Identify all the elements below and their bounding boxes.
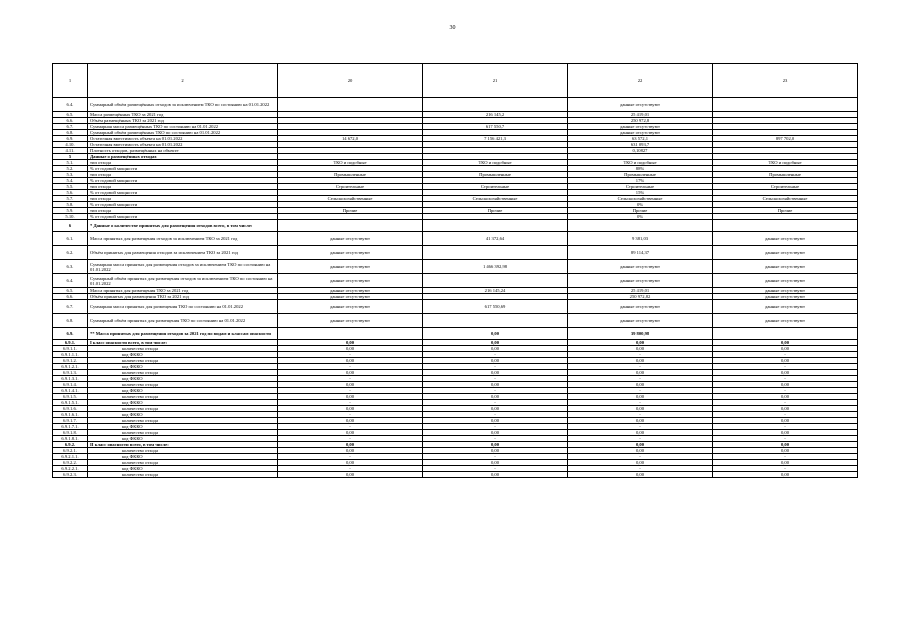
value-cell-col22: 0,00 xyxy=(568,472,713,478)
table-row xyxy=(53,98,858,112)
value-cell-col20 xyxy=(278,328,423,340)
row-number-cell: 6.9. xyxy=(53,328,88,340)
value-cell-col21: 0,00 xyxy=(423,418,568,424)
value-cell-col22: 0,00 xyxy=(568,418,713,424)
row-label-cell: Масса размещённых ТКО за 2021 год xyxy=(88,112,278,118)
value-cell-col20: данные отсутствуют xyxy=(278,246,423,260)
header-cell: 2 xyxy=(88,64,278,98)
row-number-cell: 6.9.1.2.1. xyxy=(53,364,88,370)
value-cell-col23: 0,00 xyxy=(713,442,858,448)
row-label-cell: Суммарная масса принятых для размещения отходов за исключением ТКО по состоянию на 01.01.2022 xyxy=(88,260,278,274)
value-cell-col21 xyxy=(423,246,568,260)
row-label-cell: код ФККО xyxy=(88,352,278,358)
value-cell-col20: - xyxy=(278,436,423,442)
row-label-cell: Суммарная масса размещённых ТКО по состоянию на 01.01.2022 xyxy=(88,124,278,130)
row-label-cell: Суммарная масса принятых для размещения ТКО по состоянию на 01.01.2022 xyxy=(88,300,278,314)
table-row xyxy=(53,260,858,274)
value-cell-col23: 0,00 xyxy=(713,370,858,376)
row-label-cell: % от годовой мощности xyxy=(88,178,278,184)
header-cell: 21 xyxy=(423,64,568,98)
value-cell-col23: данные отсутствуют xyxy=(713,300,858,314)
value-cell-col22: данные отсутствуют xyxy=(568,314,713,328)
row-label-cell: количество отхода xyxy=(88,394,278,400)
row-label-cell: Остаточная вместимость объекта на 01.01.2022 xyxy=(88,136,278,142)
value-cell-col20: 0,00 xyxy=(278,448,423,454)
value-cell-col21: Прочие xyxy=(423,208,568,214)
value-cell-col21: 41 372,64 xyxy=(423,232,568,246)
value-cell-col23: 0,00 xyxy=(713,448,858,454)
value-cell-col23: 0,00 xyxy=(713,346,858,352)
value-cell-col20: данные отсутствуют xyxy=(278,274,423,288)
value-cell-col21: - xyxy=(423,364,568,370)
value-cell-col22 xyxy=(568,220,713,232)
row-label-cell: тип отхода xyxy=(88,208,278,214)
value-cell-col22: - xyxy=(568,364,713,370)
value-cell-col21: 0,00 xyxy=(423,448,568,454)
value-cell-col23: данные отсутствуют xyxy=(713,294,858,300)
value-cell-col23: данные отсутствуют xyxy=(713,246,858,260)
value-cell-col23: - xyxy=(713,364,858,370)
value-cell-col22: Промышленные xyxy=(568,172,713,178)
row-label-cell: Масса принятых для размещения ТКО за 2021 год xyxy=(88,288,278,294)
value-cell-col21: - xyxy=(423,436,568,442)
row-label-cell: код ФККО xyxy=(88,412,278,418)
value-cell-col22: данные отсутствуют xyxy=(568,274,713,288)
value-cell-col20: данные отсутствуют xyxy=(278,314,423,328)
value-cell-col23: Прочие xyxy=(713,208,858,214)
value-cell-col20: - xyxy=(278,352,423,358)
row-number-cell: 6.9.1.1. xyxy=(53,346,88,352)
row-number-cell: 6.9.1.5.1. xyxy=(53,400,88,406)
value-cell-col20 xyxy=(278,98,423,112)
value-cell-col21: - xyxy=(423,412,568,418)
value-cell-col20: 0,00 xyxy=(278,430,423,436)
row-label-cell: I класс опасности всего, в том числе: xyxy=(88,340,278,346)
row-number-cell: 6.5. xyxy=(53,112,88,118)
value-cell-col20: ТКО и подобные xyxy=(278,160,423,166)
value-cell-col21: 0,00 xyxy=(423,406,568,412)
value-cell-col22: 0,00 xyxy=(568,340,713,346)
value-cell-col23: - xyxy=(713,352,858,358)
header-cell: 23 xyxy=(713,64,858,98)
value-cell-col20: 0,00 xyxy=(278,382,423,388)
value-cell-col23: данные отсутствуют xyxy=(713,288,858,294)
value-cell-col20: Сельскохозяйственные xyxy=(278,196,423,202)
value-cell-col22: 0,00 xyxy=(568,448,713,454)
value-cell-col21: Промышленные xyxy=(423,172,568,178)
row-number-cell: 5.9. xyxy=(53,208,88,214)
value-cell-col21: - xyxy=(423,424,568,430)
value-cell-col20: данные отсутствуют xyxy=(278,300,423,314)
value-cell-col23: 0,00 xyxy=(713,472,858,478)
table-row xyxy=(53,472,858,478)
row-label-cell: Плотность отходов, размещённых на объекте xyxy=(88,148,278,154)
row-label-cell: код ФККО xyxy=(88,376,278,382)
row-number-cell: 6.3. xyxy=(53,260,88,274)
value-cell-col21: - xyxy=(423,400,568,406)
value-cell-col21: 0,00 xyxy=(423,340,568,346)
header-cell: 22 xyxy=(568,64,713,98)
value-cell-col22: 631 093,7 xyxy=(568,142,713,148)
value-cell-col20: - xyxy=(278,412,423,418)
row-label-cell: Объём размещённых ТКО за 2021 год xyxy=(88,118,278,124)
value-cell-col21: 1 466 392,98 xyxy=(423,260,568,274)
value-cell-col23: - xyxy=(713,412,858,418)
row-number-cell: 6.9.1.3.1. xyxy=(53,376,88,382)
value-cell-col21: - xyxy=(423,376,568,382)
row-number-cell: 6.4. xyxy=(53,98,88,112)
value-cell-col20: 0,00 xyxy=(278,370,423,376)
row-label-cell: код ФККО xyxy=(88,364,278,370)
row-label-cell: код ФККО xyxy=(88,424,278,430)
row-label-cell: ** Масса принятых для размещения отходов за 2021 год по видам и классам опасности xyxy=(88,328,278,340)
value-cell-col21: 7 156 421,3 xyxy=(423,136,568,142)
row-number-cell: 6.5. xyxy=(53,288,88,294)
value-cell-col23: 897 702,0 xyxy=(713,136,858,142)
value-cell-col22: 9 381,03 xyxy=(568,232,713,246)
value-cell-col23: 0,00 xyxy=(713,394,858,400)
value-cell-col23: Промышленные xyxy=(713,172,858,178)
value-cell-col21: 0,00 xyxy=(423,358,568,364)
value-cell-col22: - xyxy=(568,388,713,394)
value-cell-col22: 0% xyxy=(568,214,713,220)
value-cell-col21: 0,00 xyxy=(423,370,568,376)
value-cell-col22: 0,00 xyxy=(568,442,713,448)
value-cell-col22: 88% xyxy=(568,166,713,172)
value-cell-col21 xyxy=(423,314,568,328)
value-cell-col22: 0,00 xyxy=(568,394,713,400)
value-cell-col20: 0,00 xyxy=(278,418,423,424)
value-cell-col20: 0,00 xyxy=(278,442,423,448)
value-cell-col20: - xyxy=(278,376,423,382)
value-cell-col23: - xyxy=(713,466,858,472)
value-cell-col22: 0,00 xyxy=(568,346,713,352)
row-number-cell: 6.8. xyxy=(53,314,88,328)
row-label-cell: количество отхода xyxy=(88,382,278,388)
value-cell-col20: 0,00 xyxy=(278,346,423,352)
row-number-cell: 4.11. xyxy=(53,148,88,154)
value-cell-col23: - xyxy=(713,376,858,382)
value-cell-col20: данные отсутствуют xyxy=(278,260,423,274)
row-number-cell: 4.10. xyxy=(53,142,88,148)
row-number-cell: 6.9.2.2.1. xyxy=(53,466,88,472)
value-cell-col20: - xyxy=(278,454,423,460)
value-cell-col22: - xyxy=(568,454,713,460)
row-number-cell: 6.9.1. xyxy=(53,340,88,346)
row-number-cell: 6.9.2. xyxy=(53,442,88,448)
value-cell-col23: данные отсутствуют xyxy=(713,260,858,274)
value-cell-col20: 0,00 xyxy=(278,358,423,364)
row-label-cell: тип отхода xyxy=(88,160,278,166)
row-number-cell: 5.3. xyxy=(53,172,88,178)
row-label-cell: код ФККО xyxy=(88,436,278,442)
value-cell-col21: 617 550,69 xyxy=(423,300,568,314)
value-cell-col22: 250 972,82 xyxy=(568,294,713,300)
row-number-cell: 5.2. xyxy=(53,166,88,172)
value-cell-col22: данные отсутствуют xyxy=(568,300,713,314)
row-label-cell: Суммарный объём принятых для размещения ТКО по состоянию на 01.01.2022 xyxy=(88,314,278,328)
value-cell-col23: 0,00 xyxy=(713,340,858,346)
value-cell-col22: - xyxy=(568,352,713,358)
value-cell-col23: Строительные xyxy=(713,184,858,190)
value-cell-col21: 0,00 xyxy=(423,442,568,448)
row-label-cell: количество отхода xyxy=(88,430,278,436)
value-cell-col22: 25 419,01 xyxy=(568,288,713,294)
value-cell-col23: данные отсутствуют xyxy=(713,274,858,288)
row-number-cell: 6.9.2.2. xyxy=(53,460,88,466)
row-label-cell: II класс опасности всего, в том числе: xyxy=(88,442,278,448)
value-cell-col21 xyxy=(423,274,568,288)
value-cell-col22: 15% xyxy=(568,190,713,196)
row-number-cell: 6.9.1.2. xyxy=(53,358,88,364)
value-cell-col23: 0,00 xyxy=(713,430,858,436)
row-number-cell: 6.7. xyxy=(53,300,88,314)
value-cell-col23: - xyxy=(713,388,858,394)
row-label-cell: Масса принятых для размещения отходов за исключением ТКО за 2021 год xyxy=(88,232,278,246)
value-cell-col22: данные отсутствуют xyxy=(568,98,713,112)
row-number-cell: 5.5. xyxy=(53,184,88,190)
value-cell-col22: - xyxy=(568,376,713,382)
value-cell-col20: - xyxy=(278,400,423,406)
row-number-cell: 6.4. xyxy=(53,274,88,288)
value-cell-col22: 0% xyxy=(568,202,713,208)
row-number-cell: 6 xyxy=(53,220,88,232)
value-cell-col22: - xyxy=(568,466,713,472)
value-cell-col23: - xyxy=(713,454,858,460)
row-label-cell: количество отхода xyxy=(88,448,278,454)
row-number-cell: 6.9.1.8. xyxy=(53,430,88,436)
value-cell-col22: - xyxy=(568,424,713,430)
value-cell-col22: 39 800,98 xyxy=(568,328,713,340)
value-cell-col22: - xyxy=(568,436,713,442)
value-cell-col20: - xyxy=(278,424,423,430)
row-number-cell: 6.9.1.4. xyxy=(53,382,88,388)
row-number-cell: 6.9.2.1. xyxy=(53,448,88,454)
value-cell-col21: Сельскохозяйственные xyxy=(423,196,568,202)
row-number-cell: 5.10. xyxy=(53,214,88,220)
value-cell-col23 xyxy=(713,328,858,340)
table-row xyxy=(53,314,858,328)
value-cell-col21: - xyxy=(423,388,568,394)
value-cell-col22: Сельскохозяйственные xyxy=(568,196,713,202)
value-cell-col21: 0,00 xyxy=(423,346,568,352)
value-cell-col23: 0,00 xyxy=(713,418,858,424)
value-cell-col20: 0,00 xyxy=(278,406,423,412)
value-cell-col21: 0,00 xyxy=(423,430,568,436)
row-label-cell: количество отхода xyxy=(88,472,278,478)
value-cell-col20: Промышленные xyxy=(278,172,423,178)
row-number-cell: 6.9.2.1.1. xyxy=(53,454,88,460)
value-cell-col20: 0,00 xyxy=(278,340,423,346)
value-cell-col20: - xyxy=(278,364,423,370)
value-cell-col20: 0,00 xyxy=(278,472,423,478)
row-number-cell: 6.9.1.1.1. xyxy=(53,352,88,358)
table-row xyxy=(53,328,858,340)
row-number-cell: 5.8. xyxy=(53,202,88,208)
row-label-cell: % от годовой мощности xyxy=(88,202,278,208)
value-cell-col21: 0,00 xyxy=(423,394,568,400)
row-number-cell: 6.9.1.6.1. xyxy=(53,412,88,418)
value-cell-col21: - xyxy=(423,454,568,460)
value-cell-col22: 0,00 xyxy=(568,430,713,436)
value-cell-col23: данные отсутствуют xyxy=(713,314,858,328)
row-label-cell: тип отхода xyxy=(88,172,278,178)
value-cell-col22: Прочие xyxy=(568,208,713,214)
row-number-cell: 5.7. xyxy=(53,196,88,202)
value-cell-col22: 0,00 xyxy=(568,406,713,412)
row-label-cell: количество отхода xyxy=(88,346,278,352)
value-cell-col22: 0,00 xyxy=(568,370,713,376)
value-cell-col22: 0,00 xyxy=(568,382,713,388)
value-cell-col22: 0,00 xyxy=(568,460,713,466)
value-cell-col23: 0,00 xyxy=(713,358,858,364)
row-number-cell: 6.8. xyxy=(53,130,88,136)
row-number-cell: 6.9.1.7. xyxy=(53,418,88,424)
value-cell-col22: 0,00 xyxy=(568,358,713,364)
table-row xyxy=(53,246,858,260)
row-label-cell: количество отхода xyxy=(88,406,278,412)
row-label-cell: Объём принятых для размещения ТКО за 2021 год xyxy=(88,294,278,300)
value-cell-col21: 216 145,2 xyxy=(423,112,568,118)
value-cell-col23: - xyxy=(713,436,858,442)
table-row xyxy=(53,232,858,246)
value-cell-col20: 0,00 xyxy=(278,460,423,466)
row-label-cell: Суммарный объём размещённых ТКО по состоянию на 01.01.2022 xyxy=(88,130,278,136)
row-number-cell: 5.6. xyxy=(53,190,88,196)
row-number-cell: 6.2. xyxy=(53,246,88,260)
row-number-cell: 6.9.1.3. xyxy=(53,370,88,376)
value-cell-col21: ТКО и подобные xyxy=(423,160,568,166)
header-cell: 20 xyxy=(278,64,423,98)
value-cell-col21: 216 145,24 xyxy=(423,288,568,294)
row-number-cell: 6.6. xyxy=(53,294,88,300)
value-cell-col21: 617 550,7 xyxy=(423,124,568,130)
value-cell-col21: - xyxy=(423,352,568,358)
row-label-cell: тип отхода xyxy=(88,196,278,202)
row-label-cell: % от годовой мощности xyxy=(88,190,278,196)
value-cell-col23: 0,00 xyxy=(713,460,858,466)
value-cell-col23: 0,00 xyxy=(713,406,858,412)
header-cell: 1 xyxy=(53,64,88,98)
waste-data-table xyxy=(52,63,858,478)
value-cell-col22: 25 419,01 xyxy=(568,112,713,118)
row-label-cell: количество отхода xyxy=(88,460,278,466)
value-cell-col20: 0,00 xyxy=(278,394,423,400)
row-number-cell: 5.1. xyxy=(53,160,88,166)
value-cell-col23 xyxy=(713,220,858,232)
row-label-cell: Данные о размещённых отходах xyxy=(88,154,278,160)
row-label-cell: количество отхода xyxy=(88,418,278,424)
value-cell-col20: данные отсутствуют xyxy=(278,294,423,300)
value-cell-col21: 0,00 xyxy=(423,472,568,478)
row-label-cell: * Данные о количестве принятых для размещения отходов всего, в том числе: xyxy=(88,220,278,232)
row-number-cell: 6.9.1.4.1. xyxy=(53,388,88,394)
value-cell-col21: Строительные xyxy=(423,184,568,190)
value-cell-col20: данные отсутствуют xyxy=(278,232,423,246)
value-cell-col22: 63 572,1 xyxy=(568,136,713,142)
table-row xyxy=(53,220,858,232)
value-cell-col21 xyxy=(423,220,568,232)
value-cell-col23: 0,00 xyxy=(713,382,858,388)
value-cell-col21 xyxy=(423,98,568,112)
value-cell-col22: 250 972,8 xyxy=(568,118,713,124)
row-label-cell: код ФККО xyxy=(88,454,278,460)
value-cell-col20: данные отсутствуют xyxy=(278,288,423,294)
value-cell-col22: данные отсутствуют xyxy=(568,260,713,274)
row-number-cell: 6.9. xyxy=(53,136,88,142)
value-cell-col22: 17% xyxy=(568,178,713,184)
row-number-cell: 6.9.1.5. xyxy=(53,394,88,400)
value-cell-col20: Строительные xyxy=(278,184,423,190)
page-number: 30 xyxy=(449,25,456,31)
row-number-cell: 6.9.2.3. xyxy=(53,472,88,478)
value-cell-col22: 0,10827 xyxy=(568,148,713,154)
row-label-cell: % от годовой мощности xyxy=(88,166,278,172)
row-label-cell: % от годовой мощности xyxy=(88,214,278,220)
row-label-cell: Объём принятых для размещения отходов за исключением ТКО за 2021 год xyxy=(88,246,278,260)
row-number-cell: 5 xyxy=(53,154,88,160)
value-cell-col23: Сельскохозяйственные xyxy=(713,196,858,202)
value-cell-col21: - xyxy=(423,466,568,472)
row-number-cell: 6.1. xyxy=(53,232,88,246)
value-cell-col22: 89 114,37 xyxy=(568,246,713,260)
row-number-cell: 6.9.1.6. xyxy=(53,406,88,412)
row-number-cell: 6.6. xyxy=(53,118,88,124)
row-label-cell: код ФККО xyxy=(88,466,278,472)
row-label-cell: количество отхода xyxy=(88,358,278,364)
value-cell-col22: Строительные xyxy=(568,184,713,190)
value-cell-col23 xyxy=(713,98,858,112)
value-cell-col22: данные отсутствуют xyxy=(568,130,713,136)
value-cell-col23: ТКО и подобные xyxy=(713,160,858,166)
value-cell-col21: 0,00 xyxy=(423,382,568,388)
row-label-cell: код ФККО xyxy=(88,400,278,406)
value-cell-col20: 14 672,0 xyxy=(278,136,423,142)
value-cell-col20 xyxy=(278,220,423,232)
row-number-cell: 6.9.1.8.1. xyxy=(53,436,88,442)
value-cell-col20: Прочие xyxy=(278,208,423,214)
value-cell-col23: - xyxy=(713,424,858,430)
header-row xyxy=(53,64,858,98)
row-label-cell: количество отхода xyxy=(88,370,278,376)
value-cell-col22: - xyxy=(568,412,713,418)
value-cell-col22: - xyxy=(568,400,713,406)
table-row xyxy=(53,300,858,314)
row-label-cell: Остаточная вместимость объекта на 01.01.2022 xyxy=(88,142,278,148)
row-label-cell: тип отхода xyxy=(88,184,278,190)
row-label-cell: код ФККО xyxy=(88,388,278,394)
value-cell-col23: данные отсутствуют xyxy=(713,232,858,246)
value-cell-col21: 0,00 xyxy=(423,328,568,340)
value-cell-col20: - xyxy=(278,466,423,472)
value-cell-col21: 0,00 xyxy=(423,460,568,466)
row-label-cell: Суммарный объём размещённых отходов за исключением ТКО по состоянию на 01.01.2022 xyxy=(88,98,278,112)
table-row xyxy=(53,274,858,288)
value-cell-col22: данные отсутствуют xyxy=(568,124,713,130)
row-number-cell: 6.7. xyxy=(53,124,88,130)
value-cell-col20: - xyxy=(278,388,423,394)
row-label-cell: Суммарный объём принятых для размещения отходов за исключением ТКО по состоянию на 01.01.2022 xyxy=(88,274,278,288)
row-number-cell: 6.9.1.7.1. xyxy=(53,424,88,430)
value-cell-col23: - xyxy=(713,400,858,406)
row-number-cell: 5.4. xyxy=(53,178,88,184)
value-cell-col22: ТКО и подобные xyxy=(568,160,713,166)
